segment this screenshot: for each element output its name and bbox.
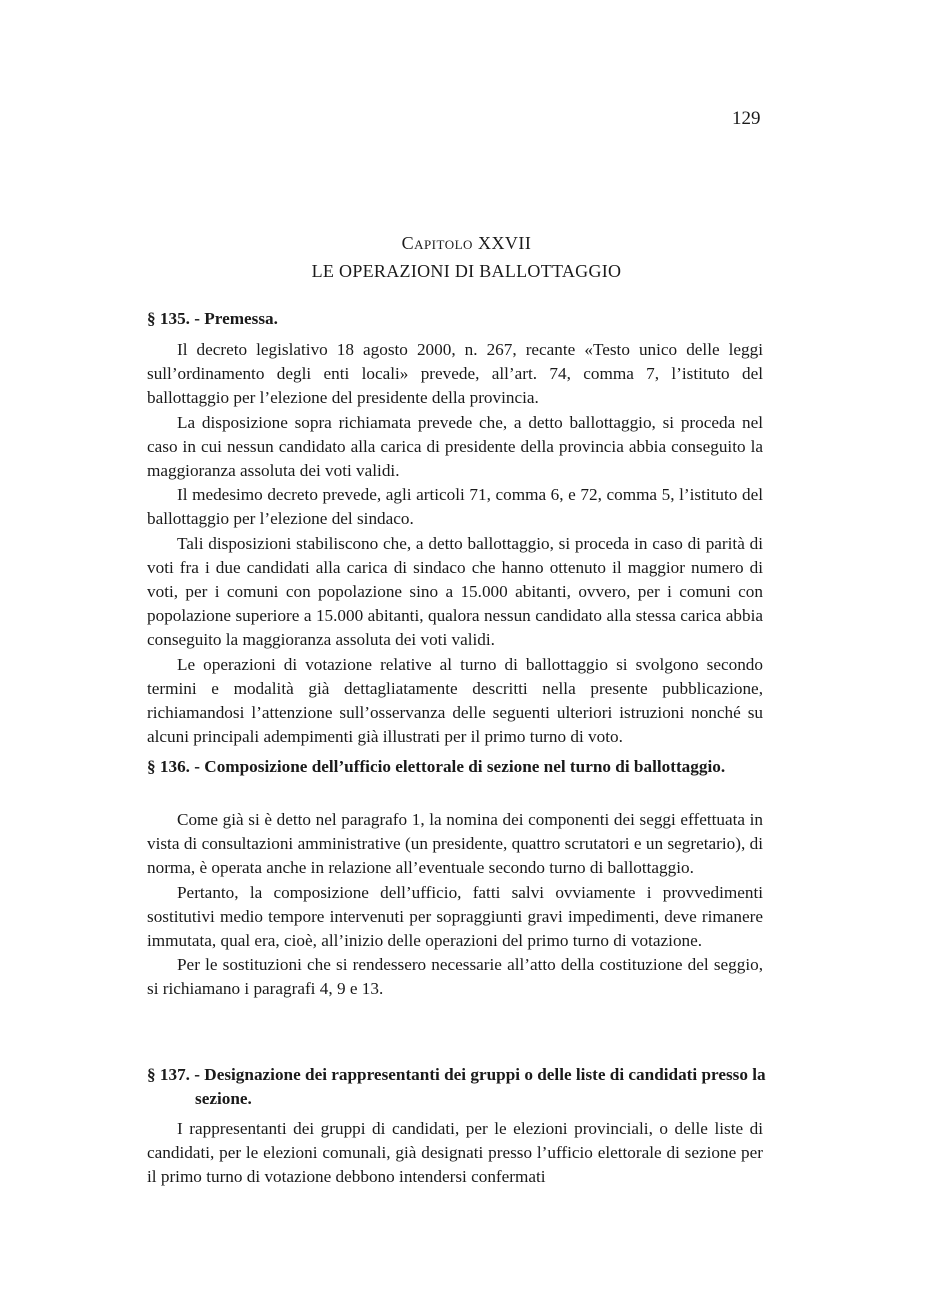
- paragraph: Le operazioni di votazione relative al turno di ballottaggio si svolgono secondo termini e modalità già dettagliatamente descritti nella presente pubblicazione, richiamandosi l’attenzione sull’osservanza delle seguenti ulteriori istruzioni nonché su alcuni principali adempimenti già illustrati per il primo turno di voto.: [147, 654, 763, 747]
- paragraph: Pertanto, la composizione dell’ufficio, fatti salvi ovviamente i provvedimenti sostitutivi medio tempore intervenuti per sopraggiunti gravi impedimenti, deve rimanere immutata, qual era, cioè, all’inizio delle operazioni del primo turno di votazione.: [147, 882, 763, 951]
- chapter-header: [0, 230, 933, 286]
- paragraph: I rappresentanti dei gruppi di candidati, per le elezioni provinciali, o delle liste di candidati, per le elezioni comunali, già designati presso l’ufficio elettorale di sezione per il primo turno di votazione debbono intendersi confermati: [147, 1119, 763, 1187]
- paragraph: Il decreto legislativo 18 agosto 2000, n. 267, recante «Testo unico delle leggi sull’ordinamento degli enti locali» prevede, all’art. 74, comma 7, l’istituto del ballottaggio per l’elezione del presidente della provincia.: [147, 340, 763, 408]
- paragraph: La disposizione sopra richiamata prevede che, a detto ballottaggio, si proceda nel caso in cui nessun candidato alla carica di presidente della provincia abbia conseguito la maggioranza assoluta dei voti validi.: [147, 412, 763, 481]
- section-heading-136: § 136. - Composizione dell’ufficio elettorale di sezione nel turno di ballottaggio.: [147, 757, 726, 776]
- section-heading-137: § 137. - Designazione dei rappresentanti dei gruppi o delle liste di candidati presso la sezione.: [147, 1065, 766, 1108]
- chapter-label: Capitolo XXVII: [401, 233, 532, 253]
- section-136-body: [147, 808, 763, 1002]
- section-135-body: [147, 338, 763, 749]
- paragraph: Il medesimo decreto prevede, agli articoli 71, comma 6, e 72, comma 5, l’istituto del ballottaggio per l’elezione del sindaco.: [147, 485, 763, 529]
- section-heading-135: § 135. - Premessa.: [147, 309, 278, 328]
- paragraph: Come già si è detto nel paragrafo 1, la nomina dei componenti dei seggi effettuata in vista di consultazioni amministrative (un presidente, quattro scrutatori e un segretario), di norma, è operata anche in relazione all’eventuale secondo turno di ballottaggio.: [147, 810, 763, 878]
- paragraph: Tali disposizioni stabiliscono che, a detto ballottaggio, si proceda in caso di parità di voti fra i due candidati alla carica di sindaco che hanno ottenuto il maggior numero di voti, per i comuni con popolazione sino a 15.000 abitanti, ovvero, per i comuni con popolazione superiore a 15.000 abitanti, qualora nessun candidato alla stessa carica abbia conseguito la maggioranza assoluta dei voti validi.: [147, 533, 763, 650]
- chapter-title: LE OPERAZIONI DI BALLOTTAGGIO: [311, 261, 622, 281]
- page-number: 129: [732, 108, 761, 129]
- paragraph: Per le sostituzioni che si rendessero necessarie all’atto della costituzione del seggio, si richiamano i paragrafi 4, 9 e 13.: [147, 955, 763, 999]
- section-137-body: [147, 1117, 763, 1190]
